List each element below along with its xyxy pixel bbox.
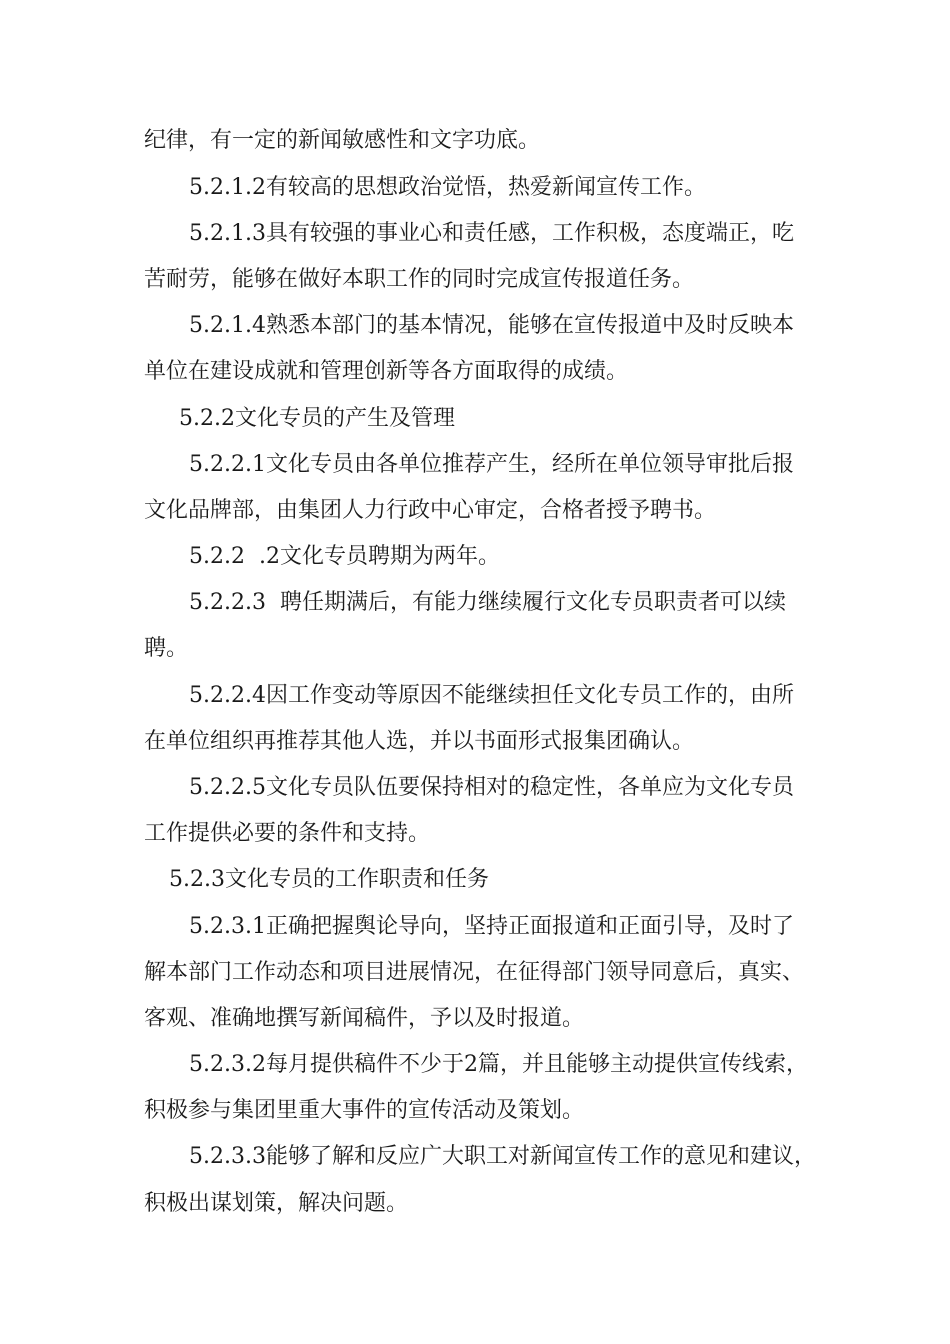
text-line: 工作提供必要的条件和支持。: [144, 821, 431, 846]
text-line: 纪律，有一定的新闻敏感性和文字功底。: [144, 128, 541, 153]
text-line: 文化品牌部，由集团人力行政中心审定，合格者授予聘书。: [144, 498, 717, 523]
clause-5-2-2-4: 5.2.2.4因工作变动等原因不能继续担任文化专员工作的，由所: [189, 683, 794, 708]
text-line: 积极参与集团里重大事件的宣传活动及策划。: [144, 1098, 585, 1123]
clause-5-2-2-1: 5.2.2.1文化专员由各单位推荐产生，经所在单位领导审批后报: [189, 452, 794, 477]
clause-5-2-1-2: 5.2.1.2有较高的思想政治觉悟，热爱新闻宣传工作。: [189, 175, 706, 200]
text-line: 积极出谋划策，解决问题。: [144, 1191, 409, 1216]
text-line: 在单位组织再推荐其他人选，并以书面形式报集团确认。: [144, 729, 695, 754]
clause-5-2-2-2: 5.2.2 .2文化专员聘期为两年。: [189, 544, 500, 569]
text-line: 客观、准确地撰写新闻稿件，予以及时报道。: [144, 1006, 585, 1031]
section-heading-5-2-2: 5.2.2文化专员的产生及管理: [179, 406, 455, 431]
clause-5-2-3-3: 5.2.3.3能够了解和反应广大职工对新闻宣传工作的意见和建议，: [189, 1144, 816, 1169]
clause-5-2-1-3: 5.2.1.3具有较强的事业心和责任感，工作积极，态度端正，吃: [189, 221, 794, 246]
text-line: 聘。: [144, 636, 189, 661]
text-line: 单位在建设成就和管理创新等各方面取得的成绩。: [144, 359, 629, 384]
text-line: 苦耐劳，能够在做好本职工作的同时完成宣传报道任务。: [144, 267, 695, 292]
clause-5-2-3-2: 5.2.3.2每月提供稿件不少于2篇，并且能够主动提供宣传线索，: [189, 1052, 808, 1077]
clause-5-2-3-1: 5.2.3.1正确把握舆论导向，坚持正面报道和正面引导，及时了: [189, 914, 794, 939]
clause-5-2-2-3: 5.2.2.3 聘任期满后，有能力继续履行文化专员职责者可以续: [189, 590, 786, 615]
clause-5-2-1-4: 5.2.1.4熟悉本部门的基本情况，能够在宣传报道中及时反映本: [189, 313, 794, 338]
section-heading-5-2-3: 5.2.3文化专员的工作职责和任务: [169, 867, 489, 892]
clause-5-2-2-5: 5.2.2.5文化专员队伍要保持相对的稳定性，各单应为文化专员: [189, 775, 794, 800]
text-line: 解本部门工作动态和项目进展情况，在征得部门领导同意后，真实、: [144, 960, 805, 985]
